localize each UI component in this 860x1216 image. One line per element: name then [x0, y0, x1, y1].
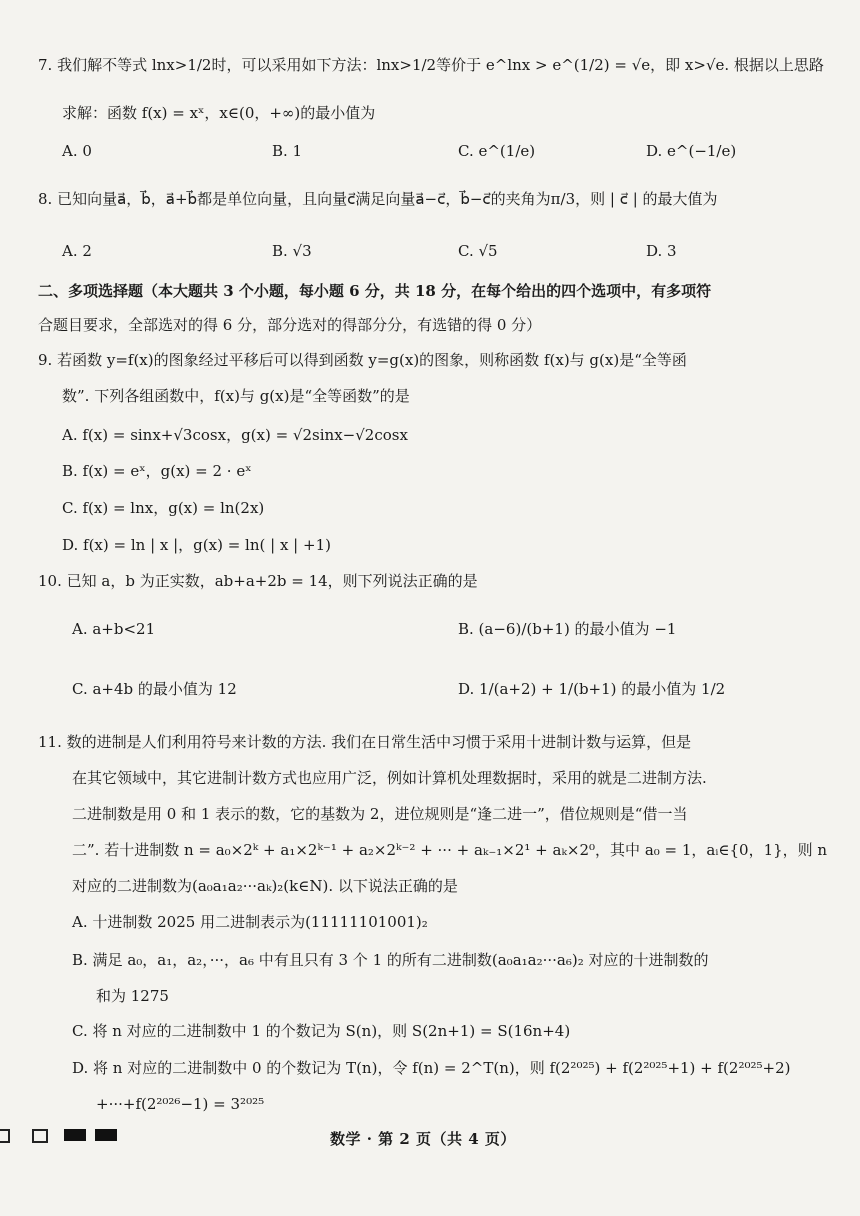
q11-choice-b: B. 满足 a₀，a₁，a₂，···，a₆ 中有且只有 3 个 1 的所有二进制数(a₀a₁a₂···a₆)₂ 对应的十进制数的 — [72, 951, 709, 969]
q10-choice-a: A. a+b<21 — [72, 620, 156, 638]
q7-stem-line2: 求解：函数 f(x) = xˣ，x∈(0，+∞)的最小值为 — [62, 104, 376, 122]
corner-mark-icon — [0, 1129, 10, 1143]
q7-choice-d: D. e^(−1/e) — [646, 142, 737, 160]
q7-choice-b: B. 1 — [272, 142, 303, 160]
q9-choice-c: C. f(x) = lnx，g(x) = ln(2x) — [62, 499, 265, 517]
q11-stem-line5: 对应的二进制数为(a₀a₁a₂···aₖ)₂(k∈N). 以下说法正确的是 — [72, 877, 458, 895]
q11-stem-line3: 二进制数是用 0 和 1 表示的数，它的基数为 2，进位规则是“逢二进一”，借位规则是“借一当 — [72, 805, 688, 823]
q9-choice-b: B. f(x) = eˣ，g(x) = 2 · eˣ — [62, 462, 252, 480]
q8-choice-c: C. √5 — [458, 242, 498, 260]
hollow-square-icon — [32, 1129, 48, 1143]
q11-choice-c: C. 将 n 对应的二进制数中 1 的个数记为 S(n)，则 S(2n+1) = S(16n+4) — [72, 1022, 571, 1040]
q10-choice-c: C. a+4b 的最小值为 12 — [72, 680, 237, 698]
q11-choice-d-cont: +···+f(2²⁰²⁶−1) = 3²⁰²⁵ — [96, 1095, 265, 1113]
q9-stem-line1: 9. 若函数 y=f(x)的图象经过平移后可以得到函数 y=g(x)的图象，则称函数 f(x)与 g(x)是“全等函 — [38, 351, 687, 369]
q9-stem-line2: 数”. 下列各组函数中，f(x)与 g(x)是“全等函数”的是 — [62, 387, 410, 405]
q8-choice-a: A. 2 — [62, 242, 92, 260]
section-heading-line1: 二、多项选择题（本大题共 3 个小题，每小题 6 分，共 18 分，在每个给出的四个选项中，有多项符 — [38, 282, 712, 300]
q10-choice-d: D. 1/(a+2) + 1/(b+1) 的最小值为 1/2 — [458, 680, 726, 698]
q7-stem-line1: 7. 我们解不等式 lnx>1/2时，可以采用如下方法：lnx>1/2等价于 e^lnx > e^(1/2) = √e，即 x>√e. 根据以上思路 — [38, 56, 824, 74]
q9-choice-d: D. f(x) = ln | x |，g(x) = ln( | x | +1) — [62, 536, 331, 554]
q7-choice-c: C. e^(1/e) — [458, 142, 536, 160]
q11-stem-line4: 二”. 若十进制数 n = a₀×2ᵏ + a₁×2ᵏ⁻¹ + a₂×2ᵏ⁻² + ··· + aₖ₋₁×2¹ + aₖ×2⁰，其中 a₀ = 1，aᵢ∈{0，1}，则 n — [72, 841, 828, 859]
q11-stem-line2: 在其它领域中，其它进制计数方式也应用广泛，例如计算机处理数据时，采用的就是二进制方法. — [72, 769, 707, 787]
q8-choice-d: D. 3 — [646, 242, 677, 260]
q11-stem-line1: 11. 数的进制是人们利用符号来计数的方法. 我们在日常生活中习惯于采用十进制计数与运算，但是 — [38, 733, 692, 751]
q8-stem-line1: 8. 已知向量a⃗，b⃗，a⃗+b⃗都是单位向量，且向量c⃗满足向量a⃗−c⃗，b⃗−c⃗的夹角为π/3，则 | c⃗ | 的最大值为 — [38, 190, 718, 208]
solid-bar-icon — [64, 1129, 86, 1141]
q9-choice-a: A. f(x) = sinx+√3cosx，g(x) = √2sinx−√2cosx — [62, 426, 408, 444]
q10-choice-b: B. (a−6)/(b+1) 的最小值为 −1 — [458, 620, 677, 638]
q7-choice-a: A. 0 — [62, 142, 92, 160]
q11-choice-a: A. 十进制数 2025 用二进制表示为(11111101001)₂ — [72, 913, 428, 931]
q11-choice-d: D. 将 n 对应的二进制数中 0 的个数记为 T(n)，令 f(n) = 2^T(n)，则 f(2²⁰²⁵) + f(2²⁰²⁵+1) + f(2²⁰²⁵+2) — [72, 1059, 791, 1077]
q10-stem: 10. 已知 a，b 为正实数，ab+a+2b = 14，则下列说法正确的是 — [38, 572, 478, 590]
page-number-label: 数学 · 第 2 页（共 4 页） — [330, 1130, 516, 1148]
solid-bar-icon — [95, 1129, 117, 1141]
q8-choice-b: B. √3 — [272, 242, 312, 260]
q11-choice-b-cont: 和为 1275 — [96, 987, 169, 1005]
section-heading-line2: 合题目要求，全部选对的得 6 分，部分选对的得部分分，有选错的得 0 分） — [38, 316, 542, 334]
